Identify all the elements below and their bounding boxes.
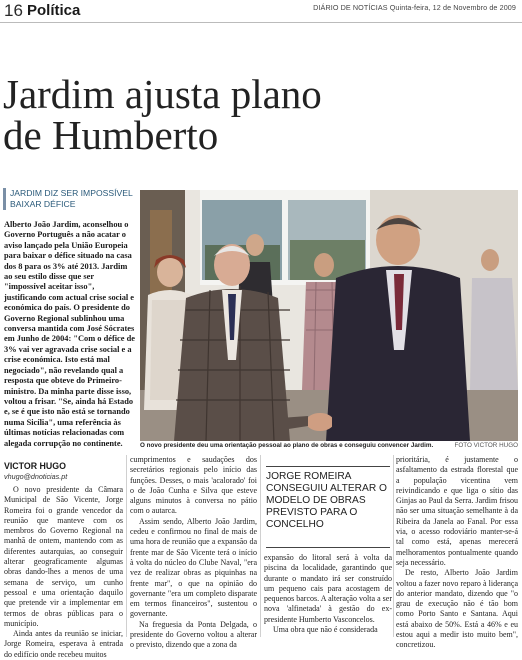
pull-quote-rule-bottom: [266, 547, 390, 548]
news-photo: [140, 190, 518, 441]
photo-illustration: [140, 190, 518, 441]
body-paragraph: expansão do litoral será à volta da piscina da localidade, garantindo que durante o mandato irá ser construído um pequeno cais para acostagem de pequenos barcos. A alteração volta a ser nova 'alfinetada' à gestão do ex-presidente Humberto Vasconcelos.: [264, 553, 392, 624]
kicker: JARDIM DIZ SER IMPOSSÍVEL BAIXAR DÉFICE: [10, 188, 133, 209]
body-paragraph: Assim sendo, Alberto João Jardim, cedeu e confirmou no final de mais de uma hora de reunião que a expansão da frente mar de São Vicente terá o início à volta do núcleo do Clube Naval, "era vez de realizar obras as piquinhas na frente mar", o que na opinião do governante "era um completo disparate em termos financeiros", sustentou o governante.: [130, 516, 257, 619]
body-paragraph: Na freguesia da Ponta Delgada, o presidente do Governo voltou a alterar o previsto, dizendo que a zona da: [130, 619, 257, 650]
headline-line-1: Jardim ajusta plano: [3, 71, 322, 117]
body-column-2: [130, 455, 257, 651]
photo-credit: FOTO VICTOR HUGO: [454, 442, 518, 449]
publication-info: DIÁRIO DE NOTÍCIAS Quinta-feira, 12 de Novembro de 2009: [313, 3, 516, 12]
lead-text: [4, 220, 135, 449]
caption-text: O novo presidente deu uma orientação pessoal ao plano de obras e conseguiu convencer Jardim.: [140, 442, 434, 449]
body-column-4: [396, 455, 518, 651]
body-column-3: [264, 553, 392, 635]
body-paragraph: Uma obra que não é considerada: [273, 625, 378, 635]
pull-quote-rule-top: [266, 466, 390, 467]
header-rule: [0, 22, 522, 23]
body-paragraph: Ainda antes da reunião se iniciar, Jorge Romeira, esperava à entrada do edifício onde recebeu muitos: [4, 629, 123, 659]
body-column-1: [4, 485, 123, 660]
lead-paragraph: Alberto João Jardim, aconselhou o Governo Português a não acatar o aviso lançado pela União Europeia para baixar o défice situado na casa dos 8 para os 3% até 2013. Jardim ao seu estilo disse que ser "impossível aceitar isso", justificando com actual crise social e económica do país. O presidente do Governo Regional sublinhou uma conversa mantida com José Sócrates em Junho de 2004: "Com o défice de 3% vai ver agravada crise social e a crise económica. Isto está mal negociado", não revelando qual a resposta que obteve do Primeiro-ministro. Da minha parte disse isso, voltou a frisar. "Se, ainda há Estado e, se é que isto não está se tornando numa Sicília", uma referência às últimas notícias relacionadas com alegada corrupção no continente.: [4, 220, 135, 448]
column-divider: [126, 455, 127, 637]
photo-caption: [140, 442, 518, 449]
pull-quote: JORGE ROMEIRA CONSEGUIU ALTERAR O MODELO DE OBRAS PREVISTO PARA O CONCELHO: [266, 471, 387, 530]
section-title: Política: [27, 2, 81, 19]
body-paragraph: O novo presidente da Câmara Municipal de São Vicente, Jorge Romeira foi o grande vencedor da reunião que manteve com os membros do Governo Regional na manhã de ontem, mantendo com as diferentes autarquias, ao conseguir alterar geograficamente algumas obras dando-lhes a menos de uma semana de serviço, um cunho pessoal e uma orientação daquilo que pretende vir a implementar em termos de obras públicas para o município.: [4, 485, 123, 628]
headline: [3, 71, 519, 158]
byline-email[interactable]: vhugo@dnoticias.pt: [4, 472, 68, 481]
body-paragraph: De resto, Alberto João Jardim voltou a fazer novo reparo à liderança do anterior mandato, dizendo que "o grau de execução não é tão bom como Porto Santo e Santana. Aqui está abaixo de 50%. Está a 46% e eu estou aqui a medir isto muito bem", concretizou.: [396, 568, 518, 650]
page-number: 16: [4, 1, 23, 20]
body-paragraph: cumprimentos e saudações dos secretários regionais pelo início das funções. Desses, o mais 'acalorado' foi o de João Cunha e Silva que esteve alguns minutos à conversa no pátio com o autarca.: [130, 455, 257, 516]
column-divider: [260, 455, 261, 637]
byline-author: VICTOR HUGO: [4, 461, 66, 471]
column-divider: [393, 455, 394, 637]
body-paragraph: prioritária, é justamente o asfaltamento da estrada florestal que a população vicentina vem reivindicando e que liga o sítio das Ginjas ao Paul da Serra. Jardim frisou não ser uma situação semelhante à da Ribeira da Janela ao Fanal. Por essa via, o acesso rodoviário manter-se-á tal como está, apenas merecerá melhoramentos pontualmente quando seja necessário.: [396, 455, 518, 567]
kicker-accent-bar: [3, 188, 6, 210]
headline-line-2: de Humberto: [3, 112, 219, 158]
